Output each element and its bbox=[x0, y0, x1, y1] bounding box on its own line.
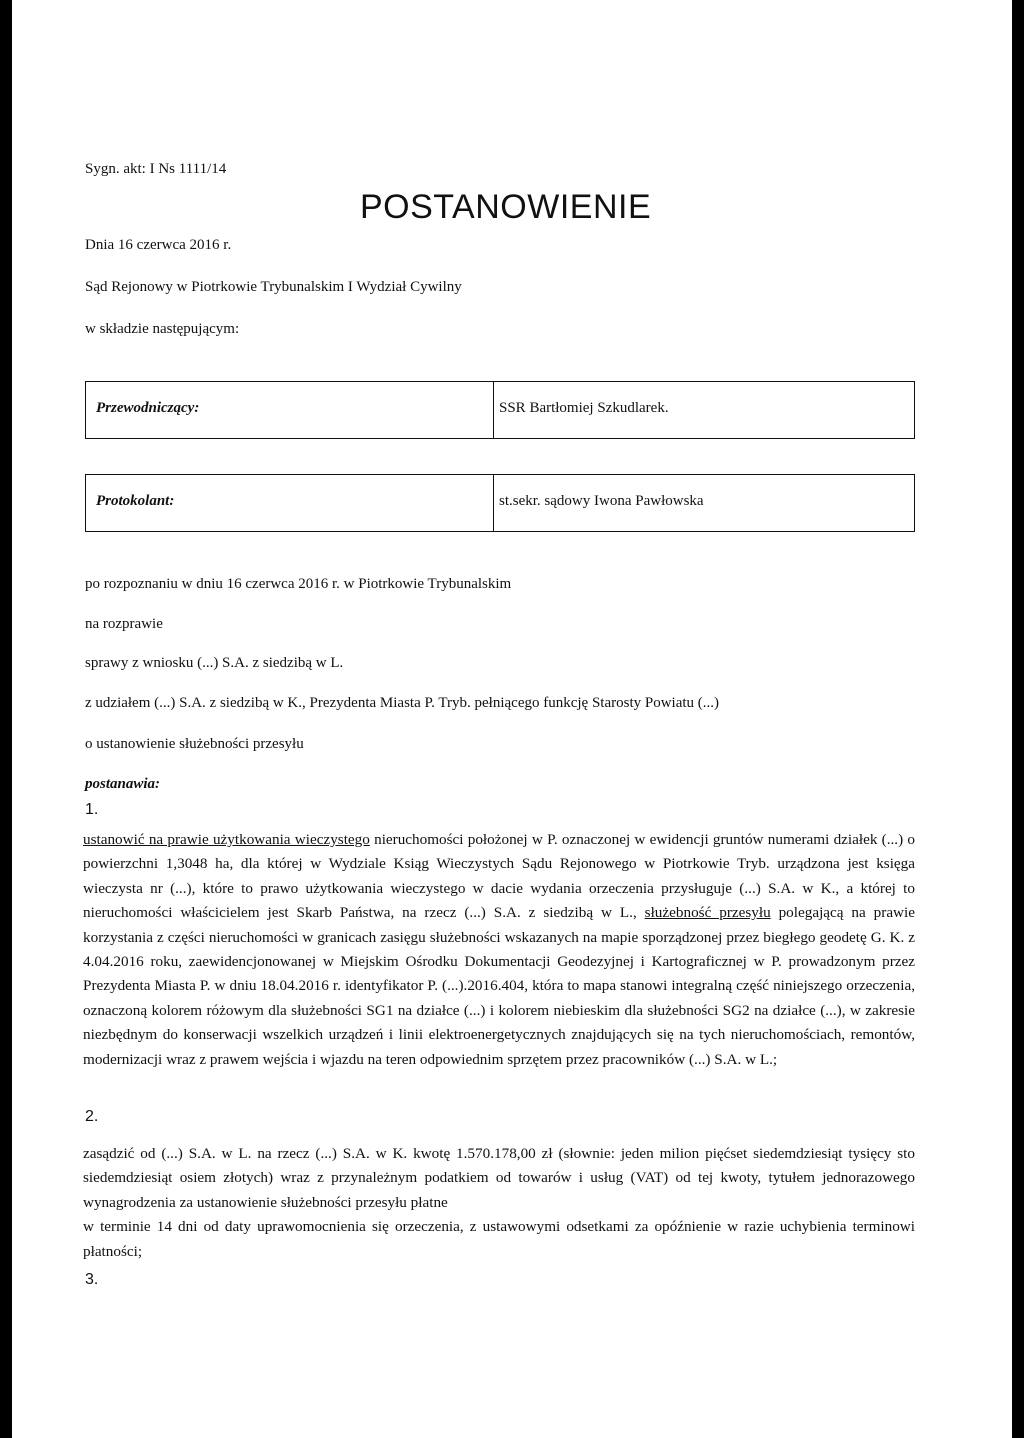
point-2-text-cont: w terminie 14 dni od daty uprawomocnienia się orzeczenia, z ustawowymi odsetkami za opóźnienie w razie uchybienia terminowi płatności; bbox=[83, 1218, 915, 1260]
point-2-text bbox=[83, 1142, 915, 1264]
clerk-value: st.sekr. sądowy Iwona Pawłowska bbox=[499, 493, 704, 509]
point-1-number: 1. bbox=[85, 801, 99, 818]
document-page bbox=[12, 0, 1012, 1438]
intro-line-3: sprawy z wniosku (...) S.A. z siedzibą w L. bbox=[85, 655, 344, 671]
document-date: Dnia 16 czerwca 2016 r. bbox=[85, 237, 232, 253]
point-1-text-a: nieruchomości położonej w P. oznaczonej w ewidencji gruntów numerami działek (...) o powierzchni 1,3048 ha, dla której w Wydziale Ksiąg Wieczystych Sądu Rejonowego w Piotrkowie Tryb. urządzona jest księga wieczysta nr (...), które to prawo użytkowania wieczystego w dacie wydania orzeczenia przysługuje (...) S.A. w K., a której to nieruchomości właścicielem jest Skarb Państwa, na rzecz (...) S.A. z siedzibą w L., bbox=[83, 831, 915, 922]
point-2-text-main: zasądzić od (...) S.A. w L. na rzecz (...) S.A. w K. kwotę 1.570.178,00 zł (słownie: jeden milion pięćset siedemdziesiąt tysięcy sto siedemdziesiąt osiem złotych) wraz z przynależnym podatkiem od towarów i usług (VAT) od tej kwoty, tytułem jednorazowego wynagrodzenia za ustanowienie służebności przesyłu płatne bbox=[83, 1145, 915, 1211]
intro-line-5: o ustanowienie służebności przesyłu bbox=[85, 736, 304, 752]
box-divider bbox=[493, 475, 494, 531]
chair-label: Przewodniczący: bbox=[96, 400, 200, 416]
chair-box bbox=[85, 381, 915, 439]
intro-line-2: na rozprawie bbox=[85, 616, 163, 632]
point-1-text-b: polegającą na prawie korzystania z części nieruchomości w granicach zasięgu służebności wskazanych na mapie sporządzonej przez biegłego geodetę G. K. z 4.04.2016 roku, zaewidencjonowanej w Miejskim Ośrodku Dokumentacji Geodezyjnej i Kartograficznej w P. prowadzonym przez Prezydenta Miasta P. w dniu 18.04.2016 r. identyfikator P. (...).2016.404, która to mapa stanowi integralną część niniejszego orzeczenia, oznaczoną kolorem różowym dla służebności SG1 na działce (...) i kolorem niebieskim dla służebności SG2 na działce (...), w zakresie niezbędnym do konserwacji wszelkich urządzeń i linii elektroenergetycznych znajdujących się na tych nieruchomościach, remontów, modernizacji wraz z prawem wejścia i wjazdu na teren odpowiednim sprzętem przez pracowników (...) S.A. w L.; bbox=[83, 904, 915, 1068]
point-1-underlined-start: ustanowić na prawie użytkowania wieczystego bbox=[83, 831, 370, 848]
decision-label: postanawia: bbox=[85, 776, 161, 792]
case-signature: Sygn. akt: I Ns 1111/14 bbox=[85, 161, 227, 177]
chair-value: SSR Bartłomiej Szkudlarek. bbox=[499, 400, 669, 416]
point-1-underlined-mid: służebność przesyłu bbox=[644, 904, 771, 922]
point-2-number: 2. bbox=[85, 1108, 99, 1125]
point-1-text bbox=[83, 828, 915, 1072]
clerk-box bbox=[85, 474, 915, 532]
box-divider bbox=[493, 382, 494, 438]
court-name: Sąd Rejonowy w Piotrkowie Trybunalskim I Wydział Cywilny bbox=[85, 279, 462, 295]
composition-label: w składzie następującym: bbox=[85, 321, 240, 337]
intro-line-1: po rozpoznaniu w dniu 16 czerwca 2016 r. w Piotrkowie Trybunalskim bbox=[85, 576, 512, 592]
document-title: POSTANOWIENIE bbox=[360, 188, 652, 226]
clerk-label: Protokolant: bbox=[96, 493, 175, 509]
point-3-number: 3. bbox=[85, 1271, 99, 1288]
intro-line-4: z udziałem (...) S.A. z siedzibą w K., Prezydenta Miasta P. Tryb. pełniącego funkcję Starosty Powiatu (...) bbox=[85, 695, 720, 711]
